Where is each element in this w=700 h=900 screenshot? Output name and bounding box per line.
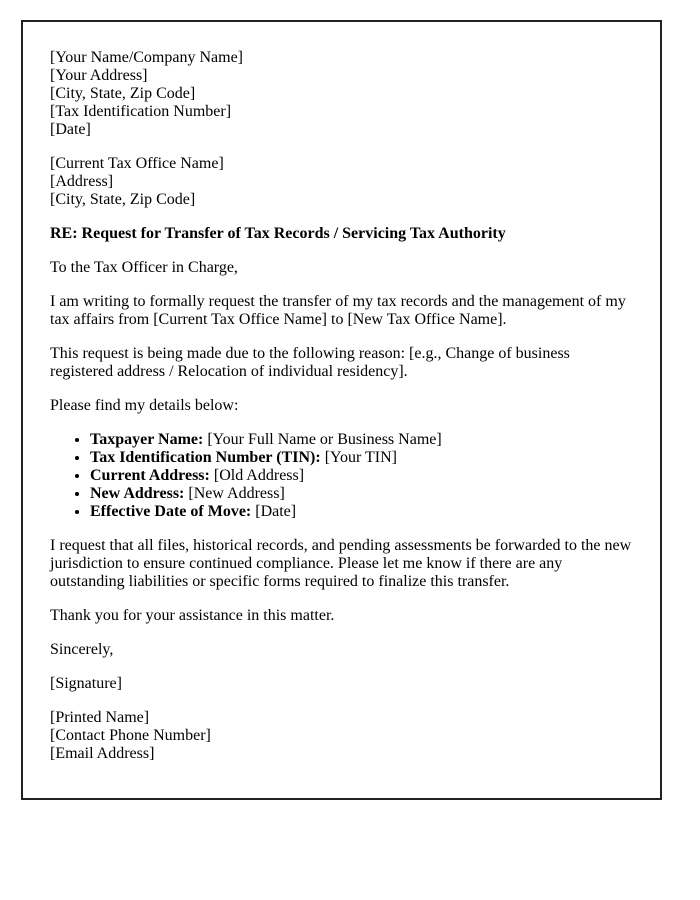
body-paragraph-2: This request is being made due to the following reason: [e.g., Change of business registered address / Relocation of individual residency]. <box>50 345 570 380</box>
detail-item-tin <box>90 449 633 467</box>
sender-line: [City, State, Zip Code] <box>50 85 196 102</box>
sender-line: [Date] <box>50 121 91 138</box>
salutation: To the Tax Officer in Charge, <box>50 259 238 276</box>
detail-value: [Your TIN] <box>324 449 397 466</box>
detail-label: Current Address: <box>90 467 210 484</box>
contact-line: [Printed Name] <box>50 709 150 726</box>
contact-line: [Contact Phone Number] <box>50 727 211 744</box>
contact-block <box>50 709 633 763</box>
detail-label: Effective Date of Move: <box>90 503 252 520</box>
subject-line: RE: Request for Transfer of Tax Records / Servicing Tax Authority <box>50 225 506 242</box>
signature-placeholder: [Signature] <box>50 675 122 692</box>
detail-item-current-address <box>90 467 633 485</box>
detail-label: Tax Identification Number (TIN): <box>90 449 321 466</box>
recipient-line: [Address] <box>50 173 114 190</box>
signoff: Sincerely, <box>50 641 114 658</box>
body-paragraph-1: I am writing to formally request the transfer of my tax records and the management of my tax affairs from [Current Tax Office Name] to [New Tax Office Name]. <box>50 293 626 328</box>
recipient-line: [City, State, Zip Code] <box>50 191 196 208</box>
detail-item-taxpayer-name <box>90 431 633 449</box>
body-paragraph-4: I request that all files, historical records, and pending assessments be forwarded to the new jurisdiction to ensure continued compliance. Please let me know if there are any outstanding liabilities or specific forms required to finalize this transfer. <box>50 537 632 590</box>
contact-line: [Email Address] <box>50 745 155 762</box>
detail-value: [New Address] <box>188 485 285 502</box>
detail-item-new-address <box>90 485 633 503</box>
sender-line: [Your Address] <box>50 67 148 84</box>
sender-block <box>50 49 633 139</box>
detail-value: [Your Full Name or Business Name] <box>207 431 442 448</box>
recipient-line: [Current Tax Office Name] <box>50 155 224 172</box>
sender-line: [Tax Identification Number] <box>50 103 232 120</box>
letter-page <box>21 20 662 800</box>
sender-line: [Your Name/Company Name] <box>50 49 244 66</box>
detail-value: [Date] <box>255 503 297 520</box>
detail-label: New Address: <box>90 485 185 502</box>
body-paragraph-3: Please find my details below: <box>50 397 239 414</box>
detail-label: Taxpayer Name: <box>90 431 204 448</box>
body-paragraph-5: Thank you for your assistance in this matter. <box>50 607 335 624</box>
recipient-block <box>50 155 633 209</box>
detail-item-effective-date <box>90 503 633 521</box>
detail-value: [Old Address] <box>213 467 305 484</box>
details-list <box>50 431 633 521</box>
